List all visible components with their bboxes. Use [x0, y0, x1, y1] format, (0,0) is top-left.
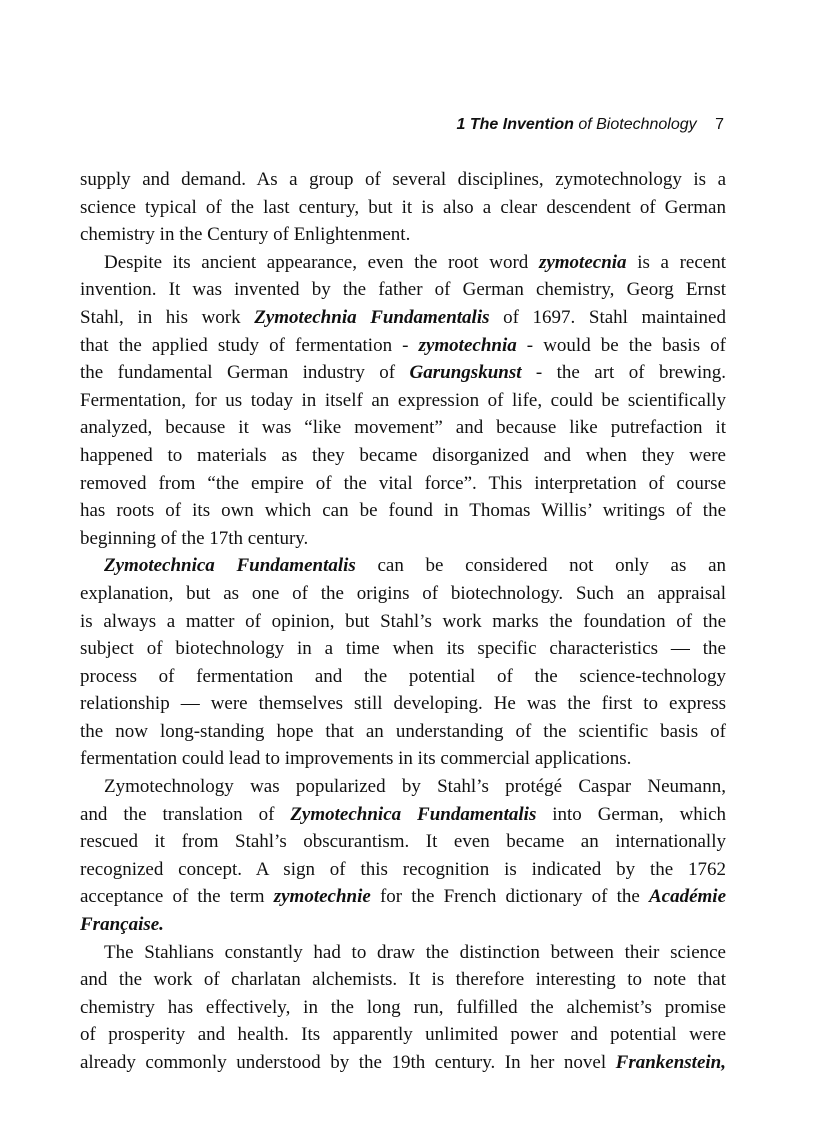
text-line [80, 690, 726, 718]
text-line [80, 194, 726, 222]
body-text [80, 166, 726, 1077]
emphasized-term: Frankenstein, [615, 1052, 726, 1073]
text-line [80, 1021, 726, 1049]
text-run: explanation, but as one of the origins of biotechnology. Such an appraisal [80, 582, 726, 604]
text-run: analyzed, because it was “like movement” and because like putrefaction it [80, 417, 726, 439]
text-line [80, 580, 726, 608]
text-run: into German, which [536, 803, 726, 825]
text-line [80, 608, 726, 636]
text-line [80, 276, 726, 304]
page-number: 7 [715, 116, 724, 133]
text-run: and the work of charlatan alchemists. It is therefore interesting to note that [80, 969, 726, 991]
emphasized-term: Zymotechnica Fundamentalis [290, 803, 537, 825]
text-run: of prosperity and health. Its apparently unlimited power and potential were [80, 1024, 726, 1046]
text-run: the now long-standing hope that an understanding of the scientific basis of [80, 720, 726, 742]
text-line [80, 994, 726, 1022]
text-line [80, 773, 726, 801]
text-run: chemistry has effectively, in the long run, fulfilled the alchemist’s promise [80, 996, 726, 1018]
text-run: Stahl, in his work [80, 306, 255, 328]
text-run: removed from “the empire of the vital force”. This interpretation of course [80, 472, 726, 494]
text-line [80, 883, 726, 911]
text-run: process of fermentation and the potential of the science-technology [80, 665, 726, 687]
text-line [80, 249, 726, 277]
text-line [80, 911, 726, 939]
text-run: is a recent [626, 251, 726, 273]
text-run: Fermentation, for us today in itself an expression of life, could be scientifically [80, 389, 726, 411]
emphasized-term: Zymotechnica Fundamentalis [104, 555, 356, 577]
text-run: that the applied study of fermentation - [80, 334, 419, 356]
text-line [80, 1049, 726, 1077]
emphasized-term: Française. [80, 914, 164, 936]
text-line [80, 966, 726, 994]
text-line [80, 552, 726, 580]
text-line [80, 939, 726, 967]
text-line [80, 359, 726, 387]
text-line [80, 635, 726, 663]
text-run: The Stahlians constantly had to draw the distinction between their science [104, 941, 726, 963]
text-run: for the French dictionary of the [370, 886, 649, 908]
text-run: Zymotechnology was popularized by Stahl’s protégé Caspar Neumann, [104, 776, 726, 798]
text-run: rescued it from Stahl’s obscurantism. It even became an internationally [80, 831, 726, 853]
text-line [80, 166, 726, 194]
text-line [80, 745, 726, 773]
text-line [80, 221, 726, 249]
emphasized-term: Garungskunst [409, 362, 522, 384]
text-run: has roots of its own which can be found in Thomas Willis’ writings of the [80, 500, 726, 522]
text-run: - would be the basis of [516, 334, 726, 356]
text-run: the fundamental German industry of [80, 362, 410, 384]
emphasized-term: zymotechnia [418, 334, 517, 356]
text-line [80, 414, 726, 442]
chapter-title-bold: The Invention [469, 116, 574, 133]
text-run: beginning of the 17th century. [80, 527, 309, 549]
text-line [80, 332, 726, 360]
text-line [80, 828, 726, 856]
text-line [80, 856, 726, 884]
text-line [80, 497, 726, 525]
text-run: - the art of brewing. [521, 362, 726, 384]
text-run: science typical of the last century, but it is also a clear descendent of German [80, 196, 726, 218]
text-line [80, 387, 726, 415]
text-line [80, 663, 726, 691]
text-line [80, 718, 726, 746]
emphasized-term: Zymotechnia Fundamentalis [254, 306, 490, 328]
text-run: relationship — were themselves still developing. He was the first to express [80, 693, 726, 715]
text-run: subject of biotechnology in a time when its specific characteristics — the [80, 638, 726, 660]
emphasized-term: zymotecnia [538, 251, 627, 273]
text-line [80, 470, 726, 498]
chapter-number: 1 [456, 116, 466, 133]
text-run: invention. It was invented by the father of German chemistry, Georg Ernst [80, 279, 726, 301]
text-line [80, 801, 726, 829]
text-run: chemistry in the Century of Enlightenment. [80, 224, 411, 246]
emphasized-term: Académie [648, 886, 726, 908]
text-line [80, 442, 726, 470]
text-run: is always a matter of opinion, but Stahl’s work marks the foundation of the [80, 610, 726, 632]
text-run: fermentation could lead to improvements in its commercial applications. [80, 748, 632, 770]
text-run: already commonly understood by the 19th century. In her novel [80, 1052, 616, 1073]
text-run: Despite its ancient appearance, even the root word [104, 251, 539, 273]
text-run: supply and demand. As a group of several disciplines, zymotechnology is a [80, 169, 726, 190]
text-run: recognized concept. A sign of this recognition is indicated by the 1762 [80, 858, 726, 880]
running-header [457, 116, 724, 134]
text-run: can be considered not only as an [355, 555, 727, 577]
text-run: of 1697. Stahl maintained [489, 306, 726, 328]
text-run: acceptance of the term [80, 886, 274, 908]
text-line [80, 525, 726, 553]
chapter-title-rest: of Biotechnology [578, 116, 697, 133]
text-line [80, 304, 726, 332]
emphasized-term: zymotechnie [273, 886, 371, 908]
text-run: happened to materials as they became disorganized and when they were [80, 444, 726, 466]
text-run: and the translation of [80, 803, 291, 825]
